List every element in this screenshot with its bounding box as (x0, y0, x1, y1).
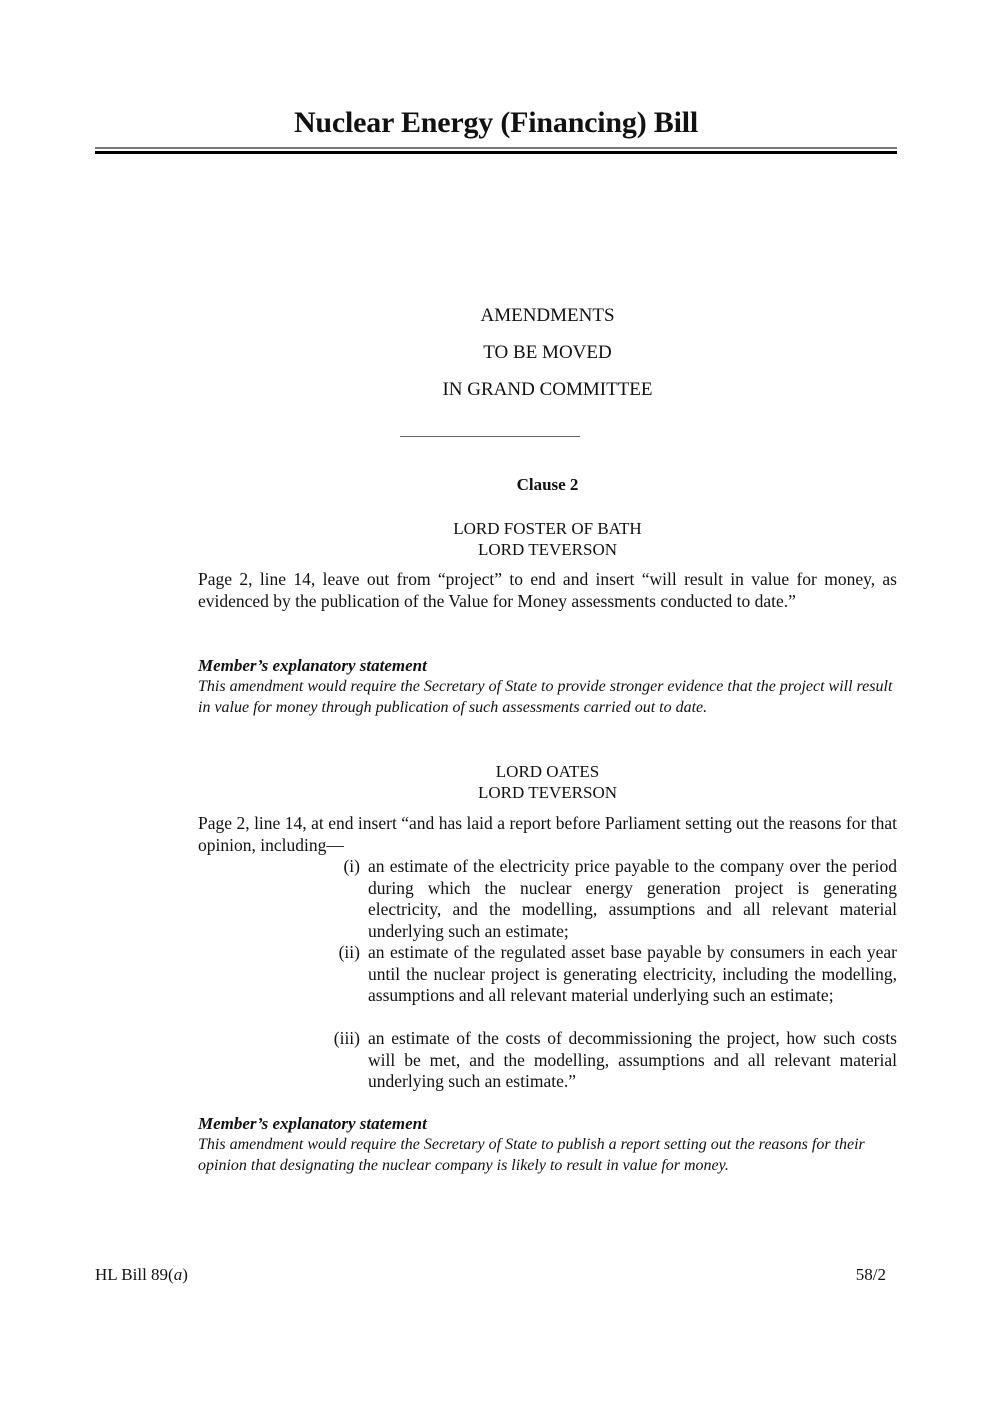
list-item-number: (ii) (338, 942, 360, 962)
clause-heading: Clause 2 (516, 475, 579, 494)
title-rule-thin (95, 147, 897, 149)
list-item-text: an estimate of the electricity price payable to the company over the period during which the nuclear energy generation project is generating electricity, and the modelling, assumptions and all relevant material underlying such an estimate; (368, 856, 897, 941)
explanatory-statement-text: This amendment would require the Secretary of State to publish a report setting out the reasons for their opinion that designating the nuclear company is likely to result in value for money. (198, 1136, 865, 1174)
bill-reference-italic: a (173, 1265, 183, 1284)
bill-reference (95, 1265, 188, 1285)
sponsor-name: LORD FOSTER OF BATH (453, 519, 642, 538)
amendment-text: Page 2, line 14, at end insert “and has laid a report before Parliament setting out the reasons for that opinion, including— (198, 813, 897, 855)
title-rule-thick (95, 151, 897, 154)
sponsor-name: LORD TEVERSON (478, 783, 617, 802)
list-item-text: an estimate of the regulated asset base payable by consumers in each year until the nuclear project is generating electricity, including the modelling, assumptions and all relevant material underlying such an estimate; (368, 942, 897, 1005)
amendment-text: Page 2, line 14, leave out from “project” to end and insert “will result in value for money, as evidenced by the publication of the Value for Money assessments conducted to date.” (198, 569, 897, 611)
bill-reference-prefix: HL Bill 89( (95, 1265, 174, 1284)
section-divider (400, 436, 580, 437)
list-item-number: (i) (343, 856, 360, 876)
explanatory-statement-heading: Member’s explanatory statement (198, 656, 427, 675)
list-item-text: an estimate of the costs of decommissioning the project, how such costs will be met, and the modelling, assumptions and all relevant material underlying such an estimate.” (368, 1028, 897, 1091)
explanatory-statement-text: This amendment would require the Secretary of State to provide stronger evidence that the project will result in value for money through publication of such assessments carried out to date. (198, 678, 893, 716)
heading-to-be-moved: TO BE MOVED (483, 342, 612, 363)
bill-reference-suffix: ) (182, 1265, 188, 1284)
heading-amendments: AMENDMENTS (480, 305, 615, 326)
bill-title: Nuclear Energy (Financing) Bill (293, 106, 699, 139)
heading-grand-committee: IN GRAND COMMITTEE (442, 379, 653, 400)
page-reference: 58/2 (855, 1265, 886, 1284)
sponsor-name: LORD OATES (495, 762, 600, 781)
explanatory-statement-heading: Member’s explanatory statement (198, 1114, 427, 1133)
sponsor-name: LORD TEVERSON (478, 540, 617, 559)
list-item-number: (iii) (333, 1028, 360, 1048)
